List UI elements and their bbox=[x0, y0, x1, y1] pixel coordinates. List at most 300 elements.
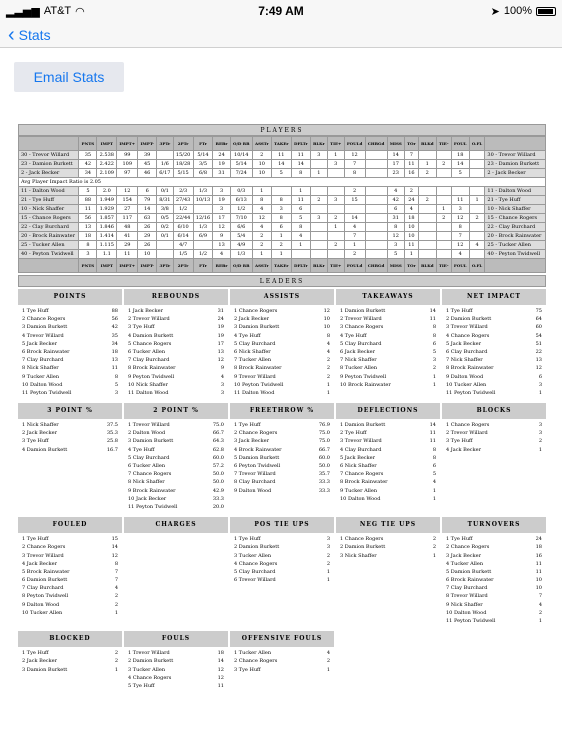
stat-cell bbox=[469, 160, 485, 169]
player-name: 21 - Tye Huff bbox=[19, 196, 79, 205]
leader-name: 9 Tucker Allen bbox=[340, 487, 378, 494]
list-item bbox=[442, 576, 546, 584]
list-item bbox=[230, 470, 334, 478]
table-row bbox=[19, 187, 546, 196]
leader-name: 2 Jack Becker bbox=[234, 316, 269, 323]
wifi-icon: ◠ bbox=[75, 5, 85, 18]
list-item bbox=[336, 364, 440, 372]
leader-value: 1 bbox=[114, 666, 118, 673]
header-cell: IMPT+ bbox=[117, 259, 138, 273]
list-item bbox=[442, 332, 546, 340]
list-item bbox=[442, 617, 546, 625]
stat-cell: 11 bbox=[451, 196, 469, 205]
stat-cell: 8 bbox=[252, 196, 271, 205]
leader-name: 7 Tucker Allen bbox=[234, 357, 272, 364]
stat-cell: 10 bbox=[138, 250, 157, 259]
leader-name: 8 Brock Rainwater bbox=[234, 365, 282, 372]
stat-cell: 34 bbox=[79, 169, 97, 178]
leader-value: 5 bbox=[114, 381, 118, 388]
leader-box-title: NET IMPACT bbox=[442, 289, 546, 305]
leader-name: 4 Chance Rogers bbox=[234, 560, 278, 567]
stat-cell: 10 bbox=[252, 160, 271, 169]
list-item bbox=[336, 543, 440, 551]
stat-cell: 35 bbox=[79, 151, 97, 160]
leader-name: 1 Chance Rogers bbox=[446, 422, 490, 429]
leader-value: 11 bbox=[535, 568, 542, 575]
stat-cell: 15/20 bbox=[173, 151, 193, 160]
leaders-banner: LEADERS bbox=[18, 275, 546, 287]
table-row bbox=[19, 169, 546, 178]
stat-cell: 41 bbox=[117, 232, 138, 241]
leader-name: 4 Clay Burchard bbox=[340, 446, 382, 453]
stat-cell: 19 bbox=[213, 160, 230, 169]
header-cell: 2PTr bbox=[173, 259, 193, 273]
leader-value: 3 bbox=[326, 544, 330, 551]
leader-name: 11 Dalton Wood bbox=[234, 389, 275, 396]
leader-box-title: REBOUNDS bbox=[124, 289, 228, 305]
stat-cell: 12 bbox=[387, 232, 404, 241]
leader-value: 42 bbox=[111, 324, 118, 331]
leader-name: 1 Chance Rogers bbox=[234, 308, 278, 314]
leader-name: 2 Damion Burkett bbox=[340, 544, 386, 551]
list-item bbox=[124, 373, 228, 381]
header-cell: BLKd bbox=[418, 259, 436, 273]
leader-value: 57.2 bbox=[212, 463, 224, 469]
list-item bbox=[18, 657, 122, 665]
stat-cell: 8 bbox=[291, 223, 310, 232]
stat-cell: 14 bbox=[138, 205, 157, 214]
leader-value: 33.3 bbox=[318, 479, 330, 486]
stat-cell bbox=[344, 205, 365, 214]
stat-cell: 6/6 bbox=[230, 223, 252, 232]
leader-value: 22 bbox=[535, 348, 542, 355]
header-cell: CHRGd bbox=[365, 137, 387, 151]
list-item bbox=[124, 487, 228, 495]
leader-box-title: CHARGES bbox=[124, 517, 228, 533]
stat-cell: 1 bbox=[291, 187, 310, 196]
back-button[interactable]: Stats bbox=[18, 26, 51, 43]
list-item bbox=[124, 356, 228, 364]
list-item bbox=[124, 478, 228, 486]
stat-cell: 18 bbox=[451, 151, 469, 160]
stat-cell: 1.1 bbox=[97, 250, 117, 259]
list-item bbox=[336, 487, 440, 495]
stat-cell bbox=[310, 223, 327, 232]
list-item bbox=[230, 340, 334, 348]
list-item bbox=[124, 674, 228, 682]
leader-value: 19 bbox=[217, 324, 224, 331]
stat-cell bbox=[418, 250, 436, 259]
leader-name: 10 Dalton Wood bbox=[22, 381, 63, 388]
stat-cell: 5/14 bbox=[230, 160, 252, 169]
players-table bbox=[18, 136, 546, 273]
leader-value: 75.0 bbox=[212, 422, 224, 429]
list-item bbox=[336, 437, 440, 445]
stat-cell: 3 bbox=[327, 196, 344, 205]
list-item bbox=[230, 429, 334, 437]
stat-cell: 5/4 bbox=[230, 232, 252, 241]
list-item bbox=[442, 323, 546, 331]
stat-cell: 12 bbox=[117, 187, 138, 196]
leader-name: 5 Jack Becker bbox=[22, 340, 57, 347]
leader-name: 7 Clay Burchard bbox=[22, 585, 64, 592]
leader-value: 1 bbox=[538, 618, 542, 624]
list-item bbox=[18, 535, 122, 543]
list-item bbox=[18, 332, 122, 340]
player-name: 22 - Clay Burchard bbox=[485, 223, 546, 232]
leader-box bbox=[18, 289, 122, 403]
list-item bbox=[230, 487, 334, 495]
status-time: 7:49 AM bbox=[258, 4, 304, 18]
stat-cell: 0/1 bbox=[157, 187, 174, 196]
leader-box-title: DEFLECTIONS bbox=[336, 403, 440, 419]
header-cell: IMPT- bbox=[138, 259, 157, 273]
stat-cell bbox=[365, 196, 387, 205]
leader-value: 4 bbox=[326, 340, 330, 347]
stat-cell: 14 bbox=[387, 151, 404, 160]
carrier-label: AT&T bbox=[43, 5, 72, 17]
stat-cell: 2 bbox=[436, 160, 451, 169]
list-item bbox=[124, 348, 228, 356]
leader-value: 16.7 bbox=[106, 446, 118, 453]
stat-cell: 42 bbox=[387, 196, 404, 205]
leader-value: 1 bbox=[538, 446, 542, 453]
leader-name: 1 Tye Huff bbox=[234, 536, 261, 543]
list-item bbox=[442, 389, 546, 397]
leader-name: 1 Tye Huff bbox=[22, 536, 49, 543]
leader-name: 10 Tucker Allen bbox=[446, 381, 487, 388]
list-item bbox=[336, 332, 440, 340]
leader-name: 4 Jack Becker bbox=[22, 560, 57, 567]
stat-cell: 6/10 bbox=[173, 223, 193, 232]
list-item bbox=[18, 429, 122, 437]
leader-value: 1 bbox=[538, 389, 542, 396]
leader-name: 8 Tucker Allen bbox=[340, 365, 378, 372]
stat-cell: 19 bbox=[213, 196, 230, 205]
leader-name: 2 Trevor Willard bbox=[340, 316, 382, 323]
header-cell: O.FL bbox=[469, 137, 485, 151]
leader-name: 2 Trevor Willard bbox=[128, 316, 170, 323]
leader-box-title: BLOCKED bbox=[18, 631, 122, 647]
leader-name: 1 Trevor Willard bbox=[128, 650, 170, 657]
stat-cell: 4 bbox=[291, 232, 310, 241]
player-name: 10 - Nick Shaffer bbox=[485, 205, 546, 214]
leader-name: 5 Clay Burchard bbox=[340, 340, 382, 347]
leader-name: 10 Brock Rainwater bbox=[340, 381, 391, 388]
list-item bbox=[442, 348, 546, 356]
stat-cell: 3 bbox=[310, 151, 327, 160]
stat-cell bbox=[365, 151, 387, 160]
leader-value: 11 bbox=[429, 438, 436, 445]
leader-value: 3 bbox=[114, 389, 118, 396]
list-item bbox=[442, 356, 546, 364]
list-item bbox=[442, 560, 546, 568]
leader-value: 8 bbox=[326, 332, 330, 339]
stat-cell: 26 bbox=[138, 223, 157, 232]
stat-cell: 17 bbox=[213, 214, 230, 223]
leader-box bbox=[18, 517, 122, 631]
stat-cell: 8/31 bbox=[157, 196, 174, 205]
stat-cell: 8 bbox=[271, 196, 291, 205]
header-cell: IMPT bbox=[97, 137, 117, 151]
leader-name: 2 Jack Becker bbox=[22, 430, 57, 437]
header-cell: 3PTr bbox=[157, 137, 174, 151]
stat-cell: 27/43 bbox=[173, 196, 193, 205]
stat-cell: 1 bbox=[291, 241, 310, 250]
table-row bbox=[19, 160, 546, 169]
header-cell: BLKr bbox=[310, 137, 327, 151]
header-cell: BLKr bbox=[310, 259, 327, 273]
stat-cell: 6/8 bbox=[193, 169, 213, 178]
leader-box-title: BLOCKS bbox=[442, 403, 546, 419]
leader-value: 1 bbox=[432, 552, 436, 559]
battery-icon bbox=[536, 7, 556, 16]
leader-box bbox=[124, 403, 228, 517]
leader-box-title: POINTS bbox=[18, 289, 122, 305]
leader-name: 4 Damion Burkett bbox=[22, 446, 68, 453]
table-row bbox=[19, 214, 546, 223]
list-item bbox=[230, 323, 334, 331]
email-stats-button[interactable]: Email Stats bbox=[14, 62, 124, 92]
leader-value: 3 bbox=[326, 536, 330, 543]
stat-cell: 22/44 bbox=[173, 214, 193, 223]
leader-name: 9 Dalton Wood bbox=[22, 601, 60, 608]
stat-cell: 1 bbox=[327, 223, 344, 232]
leader-name: 8 Brock Rainwater bbox=[128, 365, 176, 372]
leader-name: 4 Jack Becker bbox=[446, 446, 481, 453]
stat-cell: 4 bbox=[344, 223, 365, 232]
list-item bbox=[336, 446, 440, 454]
list-item bbox=[18, 609, 122, 617]
stat-cell: 3 bbox=[213, 187, 230, 196]
leader-value: 6 bbox=[432, 463, 436, 469]
leader-value: 14 bbox=[111, 544, 118, 551]
stat-cell: 12 bbox=[252, 214, 271, 223]
header-cell: FOUL bbox=[451, 259, 469, 273]
stat-cell: 13 bbox=[213, 241, 230, 250]
leader-value: 75.0 bbox=[318, 438, 330, 445]
leader-value: 1 bbox=[114, 609, 118, 616]
stat-cell: 26 bbox=[138, 241, 157, 250]
list-item bbox=[230, 576, 334, 584]
leader-value: 8 bbox=[114, 560, 118, 567]
stat-cell: 2 bbox=[418, 169, 436, 178]
stat-cell bbox=[418, 241, 436, 250]
stat-cell: 1 bbox=[344, 241, 365, 250]
stat-cell bbox=[469, 187, 485, 196]
stat-cell: 3 bbox=[387, 241, 404, 250]
stat-cell: 97 bbox=[117, 169, 138, 178]
player-name: 40 - Peyton Twidwell bbox=[19, 250, 79, 259]
leader-value: 2 bbox=[538, 438, 542, 445]
leader-name: 3 Damion Burkett bbox=[22, 324, 68, 331]
header-cell: ASSTr bbox=[252, 137, 271, 151]
stat-cell: 1/6 bbox=[157, 160, 174, 169]
leader-box bbox=[442, 403, 546, 517]
leader-box bbox=[18, 631, 122, 696]
leader-name: 4 Chance Rogers bbox=[128, 674, 172, 681]
stat-cell: 7 bbox=[404, 151, 418, 160]
status-bar bbox=[0, 0, 562, 22]
leader-name: 1 Tye Huff bbox=[22, 308, 49, 314]
header-cell: FOULd bbox=[344, 259, 365, 273]
leader-value: 7 bbox=[538, 593, 542, 600]
stat-cell: 1 bbox=[271, 250, 291, 259]
leader-value: 4 bbox=[432, 479, 436, 486]
leader-value: 8 bbox=[432, 332, 436, 339]
list-item bbox=[18, 364, 122, 372]
leader-box-title: FOULS bbox=[124, 631, 228, 647]
chevron-left-icon[interactable]: ‹ bbox=[8, 23, 15, 46]
leader-value: 1 bbox=[432, 373, 436, 380]
stat-cell bbox=[436, 223, 451, 232]
leader-value: 2 bbox=[326, 373, 330, 380]
list-item bbox=[336, 315, 440, 323]
stat-cell: 6 bbox=[291, 205, 310, 214]
stat-cell: 8 bbox=[451, 223, 469, 232]
stat-cell: 6 bbox=[387, 205, 404, 214]
player-name: 23 - Damion Burkett bbox=[485, 160, 546, 169]
list-item bbox=[230, 348, 334, 356]
list-item bbox=[18, 666, 122, 674]
leader-name: 1 Tye Huff bbox=[234, 422, 261, 429]
avg-row bbox=[19, 178, 546, 187]
list-item bbox=[230, 389, 334, 397]
list-item bbox=[442, 552, 546, 560]
stat-cell: 27 bbox=[117, 205, 138, 214]
leader-name: 2 Trevor Willard bbox=[446, 430, 488, 437]
stat-cell: 3 bbox=[327, 160, 344, 169]
list-item bbox=[18, 560, 122, 568]
stat-cell bbox=[193, 241, 213, 250]
leader-value: 2 bbox=[114, 593, 118, 600]
player-name: 25 - Tucker Allen bbox=[485, 241, 546, 250]
leader-value: 2 bbox=[432, 536, 436, 543]
stat-cell bbox=[157, 250, 174, 259]
stat-cell: 4/9 bbox=[230, 241, 252, 250]
stat-cell: 117 bbox=[117, 214, 138, 223]
stat-cell: 1/2 bbox=[193, 250, 213, 259]
player-name: 21 - Tye Huff bbox=[485, 196, 546, 205]
leader-name: 11 Peyton Twidwell bbox=[128, 503, 178, 510]
avg-label: Avg Player Impact Ratio is 2.05 bbox=[19, 178, 546, 187]
leader-name: 11 Dalton Wood bbox=[128, 389, 169, 396]
list-item bbox=[18, 446, 122, 454]
stat-cell: 7/24 bbox=[230, 169, 252, 178]
leader-value: 64 bbox=[535, 316, 542, 323]
leader-name: 3 Jack Becker bbox=[234, 438, 269, 445]
leader-value: 24 bbox=[217, 316, 224, 323]
header-cell: TOr bbox=[404, 259, 418, 273]
leader-name: 3 Tucker Allen bbox=[234, 552, 272, 559]
leader-name: 4 Trevor Willard bbox=[22, 332, 64, 339]
header-blank bbox=[485, 137, 546, 151]
stat-cell: 4 bbox=[252, 223, 271, 232]
list-item bbox=[124, 454, 228, 462]
leader-name: 4 Damion Burkett bbox=[128, 332, 174, 339]
leader-value: 1 bbox=[432, 381, 436, 388]
stat-cell: 11 bbox=[291, 196, 310, 205]
list-item bbox=[18, 552, 122, 560]
leader-value: 14 bbox=[217, 658, 224, 665]
leader-value: 8 bbox=[114, 373, 118, 380]
stat-cell: 39 bbox=[138, 151, 157, 160]
leader-value: 11 bbox=[535, 560, 542, 567]
stat-cell bbox=[310, 241, 327, 250]
leader-name: 4 Tye Huff bbox=[128, 446, 155, 453]
list-item bbox=[124, 649, 228, 657]
leader-name: 2 Jack Becker bbox=[22, 658, 57, 665]
leader-value: 12 bbox=[535, 365, 542, 372]
list-item bbox=[18, 543, 122, 551]
leader-name: 11 Peyton Twidwell bbox=[22, 389, 72, 396]
leader-value: 7 bbox=[114, 577, 118, 584]
stat-cell bbox=[365, 223, 387, 232]
list-item bbox=[18, 307, 122, 315]
stat-cell bbox=[365, 232, 387, 241]
leader-value: 16 bbox=[535, 552, 542, 559]
leader-name: 7 Clay Burchard bbox=[446, 585, 488, 592]
header-cell: BLKd bbox=[418, 137, 436, 151]
stat-cell: 16 bbox=[404, 169, 418, 178]
player-name: 25 - Tucker Allen bbox=[19, 241, 79, 250]
header-cell: 2PTr bbox=[173, 137, 193, 151]
stat-cell: 1/2 bbox=[173, 205, 193, 214]
list-item bbox=[124, 495, 228, 503]
stat-cell: 1/3 bbox=[193, 187, 213, 196]
leader-name: 1 Damion Burkett bbox=[340, 308, 386, 314]
table-row bbox=[19, 250, 546, 259]
list-item bbox=[124, 332, 228, 340]
leader-box bbox=[230, 631, 334, 696]
stat-cell: 1 bbox=[271, 232, 291, 241]
stat-cell bbox=[436, 241, 451, 250]
leader-box bbox=[230, 403, 334, 517]
list-item bbox=[442, 437, 546, 445]
leader-value: 64.3 bbox=[212, 438, 224, 445]
leader-name: 1 Jack Becker bbox=[128, 308, 163, 314]
stat-cell: 14 bbox=[271, 160, 291, 169]
stat-cell bbox=[157, 241, 174, 250]
leader-name: 5 Jack Becker bbox=[340, 454, 375, 461]
stat-cell: 8 bbox=[271, 214, 291, 223]
leader-value: 2 bbox=[114, 601, 118, 608]
header-cell: O/D RB bbox=[230, 137, 252, 151]
leader-value: 12 bbox=[217, 357, 224, 364]
leader-value: 6 bbox=[538, 373, 542, 380]
stat-cell: 2 bbox=[252, 232, 271, 241]
stat-cell: 2 bbox=[404, 187, 418, 196]
list-item bbox=[336, 454, 440, 462]
header-cell: DFLTr bbox=[291, 137, 310, 151]
header-cell: FTr bbox=[193, 259, 213, 273]
stat-cell: 1/3 bbox=[230, 250, 252, 259]
leader-value: 11 bbox=[217, 682, 224, 689]
stat-cell bbox=[365, 187, 387, 196]
stat-cell: 2.109 bbox=[97, 169, 117, 178]
leader-value: 1 bbox=[326, 389, 330, 396]
leader-name: 5 Damion Burkett bbox=[234, 454, 280, 461]
stat-cell: 29 bbox=[117, 241, 138, 250]
list-item bbox=[18, 576, 122, 584]
leader-value: 76.9 bbox=[318, 422, 330, 429]
stat-cell: 10 bbox=[404, 232, 418, 241]
leader-box-title: POS TIE UPS bbox=[230, 517, 334, 533]
leader-value: 6 bbox=[432, 340, 436, 347]
list-item bbox=[230, 454, 334, 462]
list-item bbox=[336, 535, 440, 543]
stat-cell bbox=[469, 169, 485, 178]
